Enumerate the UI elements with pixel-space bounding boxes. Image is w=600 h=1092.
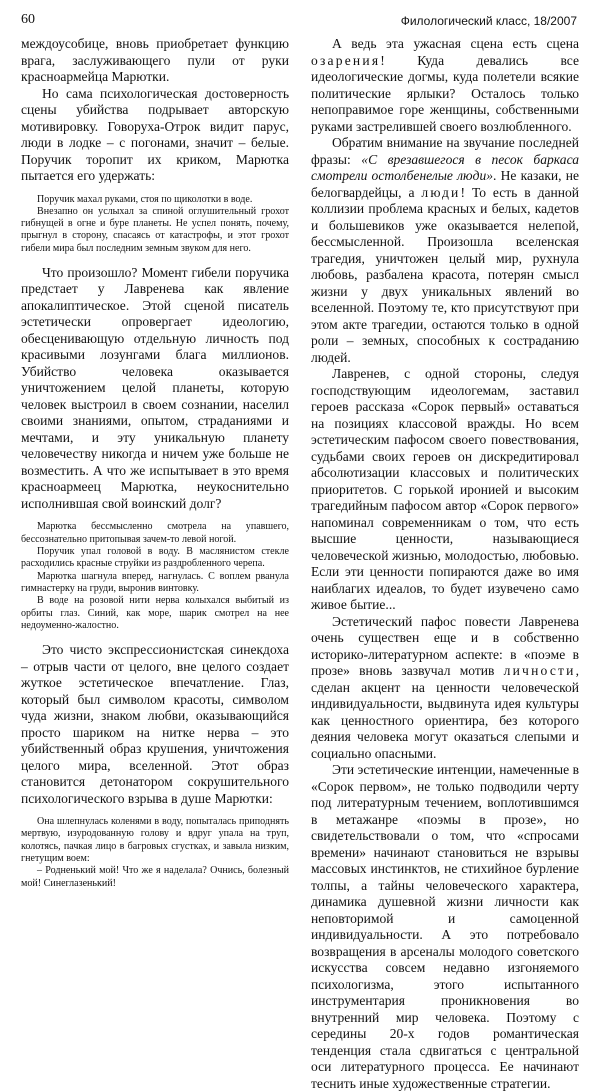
quotation-block xyxy=(21,521,289,632)
journal-title: Филологический класс, 18/2007 xyxy=(400,14,577,28)
quotation-line: Поручик махал руками, стоя по щиколотки в воде. xyxy=(37,193,253,205)
spaced-word: личности xyxy=(503,663,576,678)
quotation-block xyxy=(21,816,289,890)
left-column xyxy=(21,36,289,1092)
quotation-line: Марютка шагнула вперед, нагнулась. С воплем рванула гимнастерку на груди, выронив винтовку. xyxy=(21,570,289,594)
paragraph: Лавренев, с одной стороны, следуя господствующим идеологемам, заставил героев рассказа «Сорок первый» оставаться на позициях классовой вражды. Но всем эстетическим пафосом своего повествования, судьбами своих героев он дискредитировал абсолютизации классовых и политических приоритетов. С горькой иронией и высоким трагедийным пафосом автор «Сорок первого» напоминал современникам о том, что есть высшие ценности, называющиеся человеческой жизнью, молодостью, любовью. Если эти ценности попираются даже во имя наиблагих идеалов, то будет изувечено само живое бытие... xyxy=(311,366,579,612)
quotation-block xyxy=(21,194,289,255)
text-run: Обратим внимание на звучание последней фразы: xyxy=(311,135,579,167)
text-columns xyxy=(21,36,579,1092)
page-header xyxy=(21,6,579,28)
text-run: ! То есть в данной коллизии проблема красных и белых, кадетов и большевиков уже оказывается нелепой, бессмысленной. Произошла вселенская трагедия, уничтожен целый мир, рухнула любовь, разбалена красота, потерян смысл жизни у двух уникальных явлений во вселенной. Поэтому те, кто присутствуют при этом акте трагедии, остаются только в одной роли – земных, способных к состраданию людей. xyxy=(311,184,579,365)
quotation-line: Марютка бессмысленно смотрела на упавшего, бессознательно притопывая зачем-то левой ногой. xyxy=(21,521,289,545)
quotation-line: В воде на розовой нити нерва колыхался выбитый из орбиты глаз. Синий, как море, шарик смотрел на нее недоуменно-жалостно. xyxy=(21,595,289,631)
quotation-line: Поручик упал головой в воду. В маслянистом стекле расходились красные струйки из раздробленного черепа. xyxy=(21,546,289,570)
quotation-line: Внезапно он услыхал за спиной оглушительный грохот гибнущей в огне и буре планеты. Не успел понять, почему, прыгнул в сторону, спасаясь от катастрофы, и этот грохот гибели мира был последним земным звуком для него. xyxy=(21,205,289,254)
spaced-word: озарения xyxy=(311,52,381,68)
paragraph: Что произошло? Момент гибели поручика предстает у Лавренева как явление апокалиптическое. Этой сценой писатель эстетически опровергает идеологию, обесценивающую отдельную личность под красивыми лозунгами блага миллионов. Убийство человека оказывается уничтожением целой планеты, которую человек выстроил в своем сознании, населил своими знаниями, опытом, страданиями и мечтами, и эту уникальную планету человечеству никогда и ничем уже больше не возместить. А что же испытывает в это время красноармеец Марютка, неукоснительно исполнившая свой воинский долг? xyxy=(21,264,289,511)
paragraph: Но сама психологическая достоверность сцены убийства подрывает авторскую мотивировку. Говоруха-Отрок видит парус, люди в лодке – с погонами, значит – белые. Поручик торопит их криком, Марютка пытается его удержать: xyxy=(21,85,289,183)
paragraph xyxy=(311,614,579,763)
spaced-word: люди xyxy=(421,184,461,200)
text-run: . Не казаки, не белогвардейцы, а xyxy=(311,168,580,200)
quotation-line: – Родненький мой! Что же я наделала? Очнись, болезный мой! Синеглазенький! xyxy=(21,865,289,889)
paragraph: Эти эстетические интенции, намеченные в «Сорок первом», не только подводили черту под литературным течением, воплотившимся в метажанре «поэмы в прозе», но свидетельствовали о том, что «спросами времени» начинают становиться не взрывы массовых инстинктов, не стихийное бурление толпы, а тайны человеческого характера, динамика душевной жизни личности как неповторимой и самоценной индивидуальности. А это потребовало возвращения в арсеналы молодого советского искусства совсем недавно изгоняемого психологизма, этого испытанного инструментария проникновения во внутренний мир человека. Поэтому с середины 20-х годов романтическая тенденция стала сдвигаться с центральной оси литературного процесса. Ее начинают теснить иные художественные стратегии. xyxy=(311,762,579,1091)
paragraph: Это чисто экспрессионистская синекдоха – отрыв части от целого, вне целого создает жуткое эстетическое впечатление. Глаз, который был символом красоты, символом чуда жизни, знаком любви, оказывающийся просто шариком на нитке нерва – это убийственный образ крушения, уничтожения целого мира, вселенной. Этот образ становится детонатором сокрушительного психологического взрыва в душе Марютки: xyxy=(21,642,289,806)
text-run: А ведь эта ужасная сцена есть сцена xyxy=(332,36,579,51)
paragraph: междоусобице, вновь приобретает функцию врага, заслуживающего пули от руки красноармейца Марютки. xyxy=(21,36,289,84)
page-number: 60 xyxy=(21,12,35,27)
paragraph xyxy=(311,135,579,366)
quotation-line: Она шлепнулась коленями в воду, попыталась приподнять мертвую, изуродованную голову и вдруг упала на труп, колотясь, пачкая лицо в багровых сгустках, и завыла низким, гнетущим воем: xyxy=(21,816,289,865)
text-run: , сделан акцент на ценности человеческой индивидуальности, выдвинута идея культуры как ценностного ориентира, без которого деяния человека могут оказаться слепыми и социально опасными. xyxy=(311,663,579,761)
text-run: ! Куда девались все идеологические догмы, куда полетели всякие политические ярлыки? Осталось только непоправимое горе женщины, собственными руками застрелившей своего возлюбленного. xyxy=(311,52,579,134)
right-column xyxy=(311,36,579,1092)
paragraph xyxy=(311,36,579,135)
italic-quote: «С врезавшегося в песок баркаса смотрели остолбенелые люди» xyxy=(311,151,580,183)
text-run: Эстетический пафос повести Лавренева очень существен еще и в собственно историко-литературном аспекте: в «поэме в прозе» вновь зазвучал мотив xyxy=(311,613,579,678)
